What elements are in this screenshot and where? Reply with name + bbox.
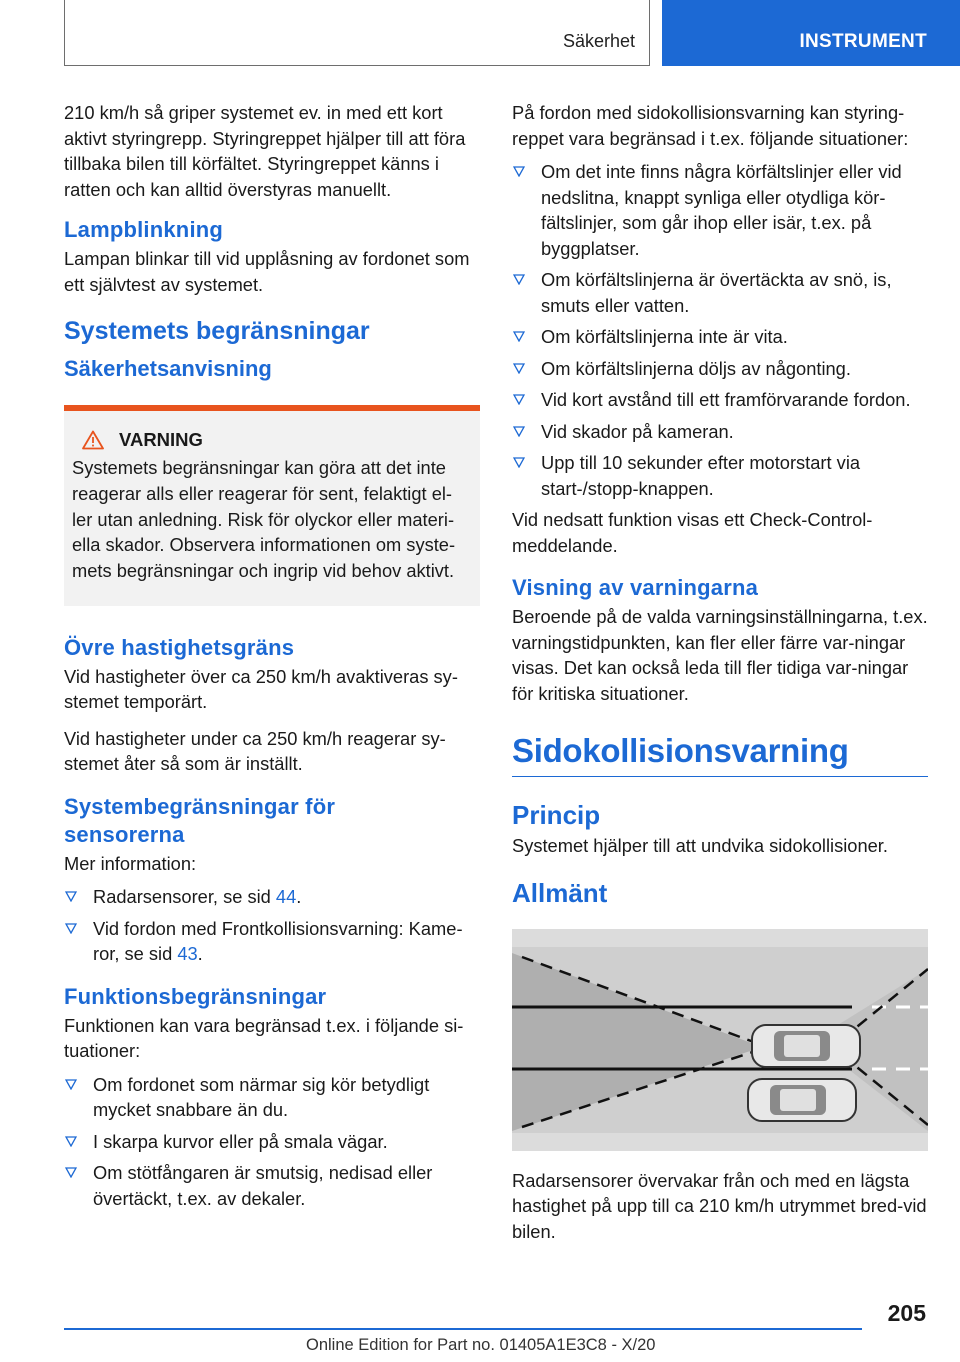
list-item (512, 324, 928, 350)
lampblinkning-text: Lampan blinkar till vid upplåsning av fordonet som ett självtest av systemet. (64, 248, 470, 295)
list-item-text: Om det inte finns några körfältslinjer eller vid nedslitna, knappt synliga eller otydliga kör-fältslinjer, som går ihop eller isär, t.ex. på byggplatser. (541, 161, 902, 259)
heading-sakerhetsanvisning: Säkerhetsanvisning (64, 356, 272, 381)
footer-edition: Online Edition for Part no. 01405A1E3C8 - X/20 (306, 1336, 656, 1354)
triangle-bullet-icon (513, 166, 525, 177)
warning-title (82, 429, 472, 451)
ovre-text-2: Vid hastigheter under ca 250 km/h reagerar sy-stemet åter så som är inställt. (64, 727, 446, 775)
triangle-bullet-icon (513, 426, 525, 437)
triangle-bullet-icon (513, 274, 525, 285)
side-collision-radar-illustration (512, 929, 928, 1151)
heading-lampblinkning: Lampblinkning (64, 217, 224, 242)
triangle-bullet-icon (65, 1136, 77, 1147)
heading-systembegransningar-sensorer (64, 793, 480, 849)
list-item-text: I skarpa kurvor eller på smala vägar. (93, 1130, 388, 1152)
triangle-bullet-icon (65, 1079, 77, 1090)
header-section-box (64, 0, 650, 66)
triangle-bullet-icon (513, 457, 525, 468)
list-item-text: Om fordonet som närmar sig kör betydligt mycket snabbare än du. (93, 1073, 430, 1121)
list-item (512, 356, 928, 382)
triangle-bullet-icon (513, 394, 525, 405)
header-chapter-tab[interactable] (662, 0, 960, 66)
heading-allmant: Allmänt (512, 877, 608, 908)
list-item-text: Om körfältslinjerna döljs av någonting. (541, 357, 851, 379)
header-section-title: Säkerhet (562, 31, 635, 51)
funktion-list (64, 1072, 480, 1212)
page-number: 205 (887, 1300, 926, 1326)
heading-systemets-begransningar: Systemets begränsningar (64, 317, 370, 345)
warning-text: Systemets begränsningar kan göra att det inte reagerar alls eller reagerar för sent, felaktigt el-ler utan anledning. Risk för olyckor eller materi-ella skador. Observera informationen om syste-mets begränsningar och ingrip vid behov aktivt. (72, 457, 456, 582)
page-link-43[interactable]: 43 (177, 943, 198, 965)
triangle-bullet-icon (513, 363, 525, 374)
heading-sensor-line-1: Systembegränsningar för (64, 793, 336, 819)
triangle-bullet-icon (513, 331, 525, 342)
sensor-list (64, 884, 480, 967)
list-item (512, 419, 928, 445)
figure-caption: Radarsensorer övervakar från och med en lägsta hastighet på upp till ca 210 km/h utrymmet bred-vid bilen. (512, 1169, 927, 1242)
list-item (512, 450, 928, 501)
sensor-item-text: Vid fordon med Frontkollisionsvarning: Kame-ror, se sid (93, 917, 463, 965)
header-chapter-label: INSTRUMENT (799, 31, 927, 52)
list-item (64, 1160, 480, 1211)
ovre-text-1: Vid hastigheter över ca 250 km/h avaktiveras sy-stemet temporärt. (64, 665, 458, 713)
warning-triangle-icon (82, 430, 104, 450)
sensor-item-after: . (296, 886, 302, 908)
heading-princip: Princip (512, 800, 601, 830)
triangle-bullet-icon (65, 891, 77, 902)
intro-paragraph: 210 km/h så griper systemet ev. in med ett kort aktivt styringrepp. Styringreppet hjälper till att föra tillbaka bilen till körfältet. Styringreppet känns i ratten och kan alltid överstyras manuellt. (64, 102, 466, 200)
sensor-item-text: Radarsensorer, se sid (93, 886, 276, 908)
heading-funktionsbegransningar: Funktionsbegränsningar (64, 983, 327, 1009)
check-control-text: Vid nedsatt funktion visas ett Check-Control-meddelande. (512, 509, 873, 556)
right-column (512, 100, 928, 1255)
limitations-list (512, 159, 928, 501)
heading-sensor-line-2: sensorerna (64, 821, 185, 847)
sensor-info-text: Mer information: (64, 852, 197, 874)
list-item (64, 1129, 480, 1155)
list-item-text: Om körfältslinjerna är övertäckta av snö, is, smuts eller vatten. (541, 269, 892, 316)
triangle-bullet-icon (65, 923, 77, 934)
list-item (64, 884, 480, 910)
visning-text: Beroende på de valda varningsinställningarna, t.ex. varningstidpunkten, kan fler eller färre var-ningar visas. Det kan också leda till fler tidiga var-ningar för kritiska situationer. (512, 606, 928, 704)
list-item (512, 267, 928, 318)
funktion-text: Funktionen kan vara begränsad t.ex. i följande si-tuationer: (64, 1014, 464, 1062)
list-item-text: Upp till 10 sekunder efter motorstart via start-/stopp-knappen. (541, 452, 861, 499)
list-item (64, 916, 480, 967)
left-column (64, 100, 480, 1217)
list-item-text: Vid kort avstånd till ett framförvarande fordon. (541, 389, 911, 410)
list-item (64, 1072, 480, 1123)
triangle-bullet-icon (65, 1167, 77, 1178)
heading-sidokollisionsvarning: Sidokollisionsvarning (512, 730, 928, 777)
list-item-text: Om stötfångaren är smutsig, nedisad eller övertäckt, t.ex. av dekaler. (93, 1162, 433, 1209)
right-intro: På fordon med sidokollisionsvarning kan styring-reppet vara begränsad i t.ex. följande situationer: (512, 102, 909, 149)
list-item (512, 387, 928, 413)
warning-box (64, 411, 480, 606)
list-item (512, 159, 928, 261)
list-item-text: Om körfältslinjerna inte är vita. (541, 326, 788, 347)
princip-text: Systemet hjälper till att undvika sidokollisioner. (512, 835, 888, 856)
heading-ovre-hastighetsgrans: Övre hastighetsgräns (64, 634, 295, 660)
sensor-item-after: . (197, 943, 203, 965)
footer-rule (64, 1328, 862, 1330)
list-item-text: Vid skador på kameran. (541, 420, 734, 442)
page-link-44[interactable]: 44 (275, 886, 297, 908)
warning-label: VARNING (119, 429, 203, 450)
heading-visning-av-varningarna: Visning av varningarna (512, 575, 759, 600)
